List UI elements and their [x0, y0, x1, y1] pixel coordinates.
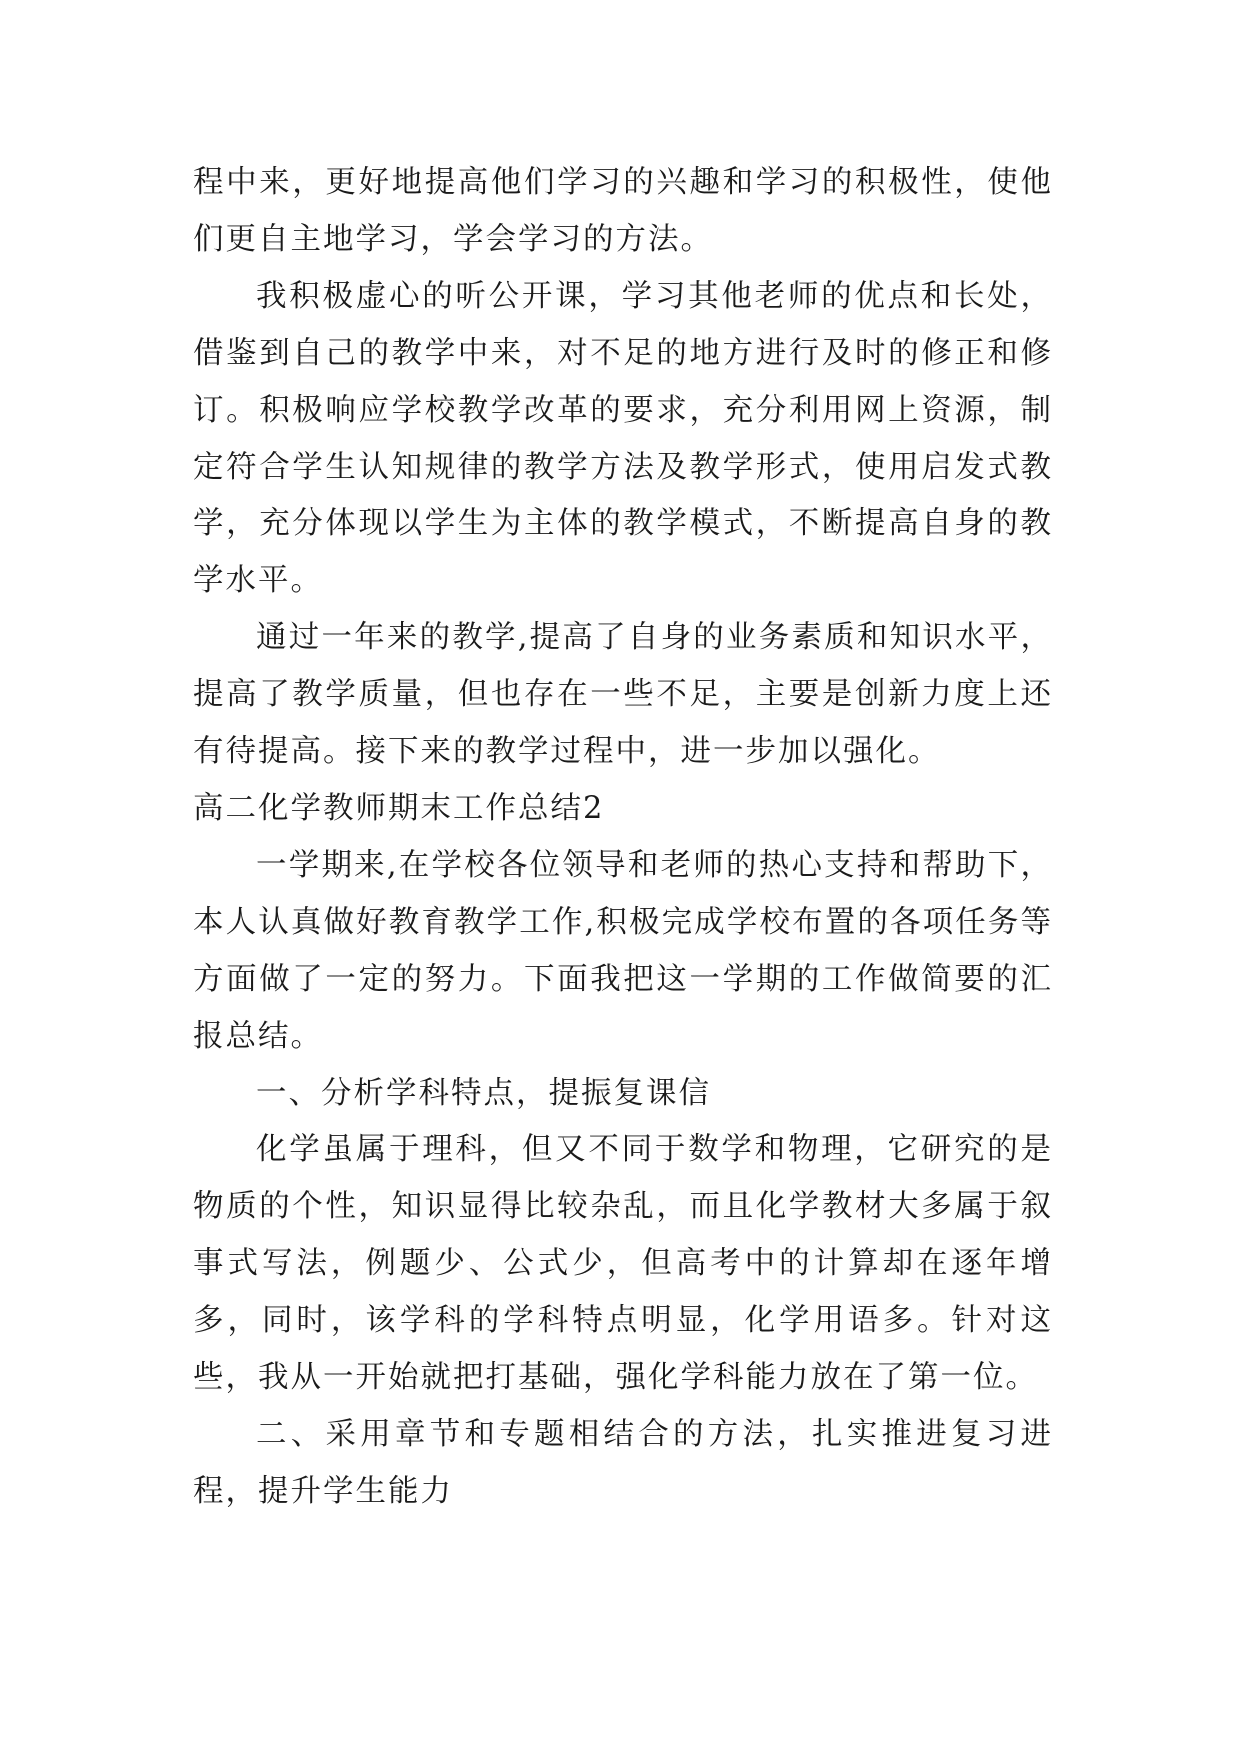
- paragraph-semester-intro: 一学期来,在学校各位领导和老师的热心支持和帮助下，本人认真做好教育教学工作,积极完成学校布置的各项任务等方面做了一定的努力。下面我把这一学期的工作做简要的汇报总结。: [193, 847, 1053, 1054]
- paragraph-continued: 程中来，更好地提高他们学习的兴趣和学习的积极性，使他们更自主地学习，学会学习的方法。: [193, 165, 1053, 257]
- paragraph-subject-traits: 化学虽属于理科，但又不同于数学和物理，它研究的是物质的个性，知识显得比较杂乱，而且化学教材大多属于叙事式写法，例题少、公式少，但高考中的计算却在逐年增多，同时，该学科的学科特点明显，化学用语多。针对这些，我从一开始就把打基础，强化学科能力放在了第一位。: [193, 1132, 1053, 1396]
- document-body: [193, 155, 1053, 1521]
- section-title: 高二化学教师期末工作总结2: [193, 790, 605, 826]
- paragraph-year-summary: 通过一年来的教学,提高了自身的业务素质和知识水平，提高了教学质量，但也存在一些不足，主要是创新力度上还有待提高。接下来的教学过程中，进一步加以强化。: [193, 620, 1053, 770]
- subheading-one: 一、分析学科特点，提振复课信: [256, 1075, 711, 1111]
- subheading-two: 二、采用章节和专题相结合的方法，扎实推进复习进程，提升学生能力: [193, 1416, 1053, 1509]
- paragraph-open-lessons: 我积极虚心的听公开课，学习其他老师的优点和长处，借鉴到自己的教学中来，对不足的地方进行及时的修正和修订。积极响应学校教学改革的要求，充分利用网上资源，制定符合学生认知规律的教学方法及教学形式，使用启发式教学，充分体现以学生为主体的教学模式，不断提高自身的教学水平。: [193, 278, 1053, 599]
